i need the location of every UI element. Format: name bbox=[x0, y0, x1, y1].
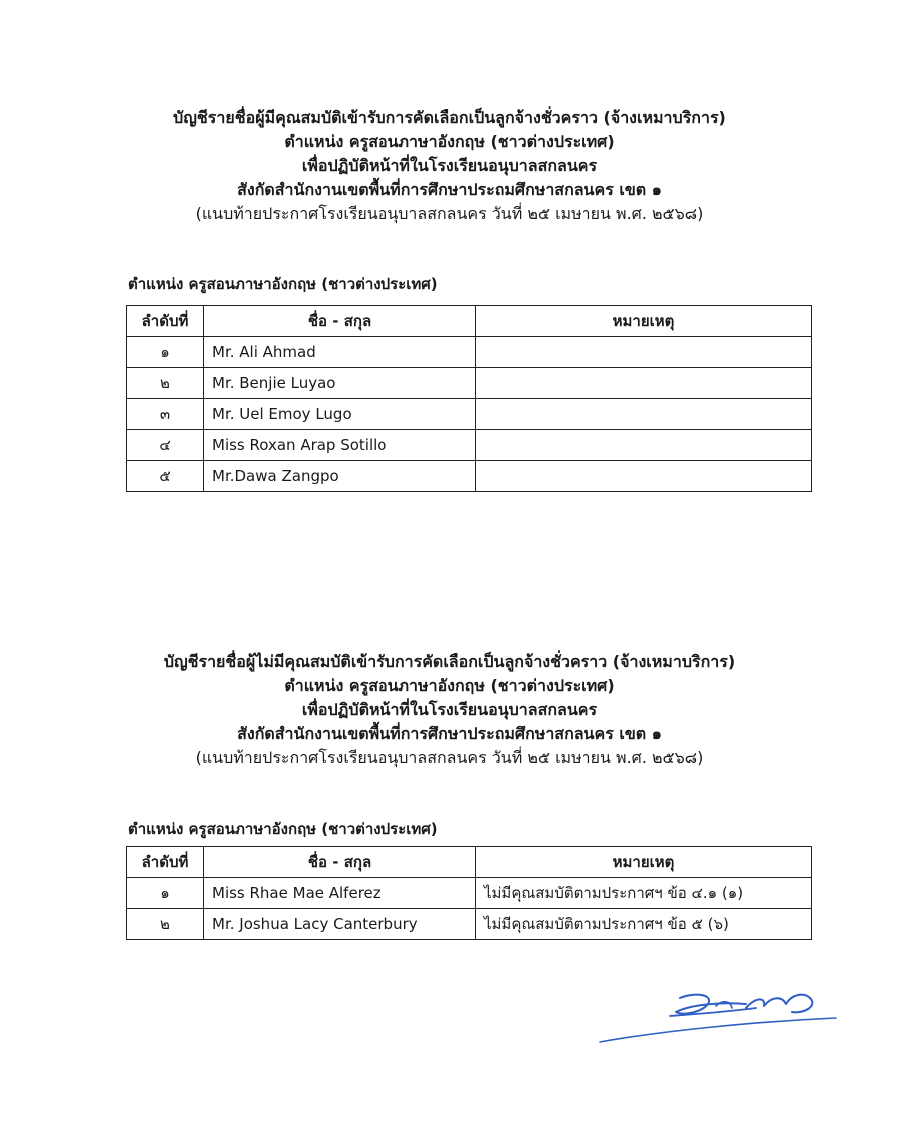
attachment-note: (แนบท้ายประกาศโรงเรียนอนุบาลสกลนคร วันที่ ๒๕ เมษายน พ.ศ. ๒๕๖๘) bbox=[195, 204, 704, 223]
row-name: Mr. Benjie Luyao bbox=[204, 368, 476, 399]
row-remark bbox=[476, 368, 812, 399]
row-name: Mr. Ali Ahmad bbox=[204, 337, 476, 368]
heading-line: บัญชีรายชื่อผู้ไม่มีคุณสมบัติเข้ารับการคัดเลือกเป็นลูกจ้างชั่วคราว (จ้างเหมาบริการ) bbox=[163, 652, 736, 671]
row-remark bbox=[476, 430, 812, 461]
table-row bbox=[127, 461, 812, 492]
row-number: ๑ bbox=[127, 337, 204, 368]
qualified-heading bbox=[0, 106, 899, 226]
table-row bbox=[127, 878, 812, 909]
row-remark: ไม่มีคุณสมบัติตามประกาศฯ ข้อ ๔.๑ (๑) bbox=[476, 878, 812, 909]
heading-line: เพื่อปฏิบัติหน้าที่ในโรงเรียนอนุบาลสกลนคร bbox=[301, 156, 598, 175]
row-remark bbox=[476, 337, 812, 368]
heading-line: สังกัดสำนักงานเขตพื้นที่การศึกษาประถมศึกษาสกลนคร เขต ๑ bbox=[237, 724, 662, 743]
row-number: ๒ bbox=[127, 368, 204, 399]
column-header-number: ลำดับที่ bbox=[127, 306, 204, 337]
row-name: Mr.Dawa Zangpo bbox=[204, 461, 476, 492]
qualified-table bbox=[126, 305, 812, 492]
table-row bbox=[127, 399, 812, 430]
row-number: ๔ bbox=[127, 430, 204, 461]
position-label: ตำแหน่ง ครูสอนภาษาอังกฤษ (ชาวต่างประเทศ) bbox=[128, 820, 438, 838]
row-number: ๓ bbox=[127, 399, 204, 430]
table-header-row bbox=[127, 847, 812, 878]
column-header-name: ชื่อ - สกุล bbox=[204, 847, 476, 878]
row-number: ๒ bbox=[127, 909, 204, 940]
signature-strokes bbox=[600, 995, 836, 1042]
table-row bbox=[127, 368, 812, 399]
heading-line: ตำแหน่ง ครูสอนภาษาอังกฤษ (ชาวต่างประเทศ) bbox=[284, 132, 615, 151]
table-row bbox=[127, 909, 812, 940]
row-name: Mr. Joshua Lacy Canterbury bbox=[204, 909, 476, 940]
heading-line: บัญชีรายชื่อผู้มีคุณสมบัติเข้ารับการคัดเลือกเป็นลูกจ้างชั่วคราว (จ้างเหมาบริการ) bbox=[173, 108, 726, 127]
row-number: ๑ bbox=[127, 878, 204, 909]
handwritten-signature bbox=[596, 986, 846, 1046]
row-remark: ไม่มีคุณสมบัติตามประกาศฯ ข้อ ๕ (๖) bbox=[476, 909, 812, 940]
heading-line: ตำแหน่ง ครูสอนภาษาอังกฤษ (ชาวต่างประเทศ) bbox=[284, 676, 615, 695]
table-row bbox=[127, 337, 812, 368]
row-name: Miss Roxan Arap Sotillo bbox=[204, 430, 476, 461]
row-remark bbox=[476, 399, 812, 430]
unqualified-table bbox=[126, 846, 812, 940]
column-header-name: ชื่อ - สกุล bbox=[204, 306, 476, 337]
position-label: ตำแหน่ง ครูสอนภาษาอังกฤษ (ชาวต่างประเทศ) bbox=[128, 275, 438, 293]
table-row bbox=[127, 430, 812, 461]
row-name: Mr. Uel Emoy Lugo bbox=[204, 399, 476, 430]
row-remark bbox=[476, 461, 812, 492]
column-header-remark: หมายเหตุ bbox=[476, 306, 812, 337]
row-number: ๕ bbox=[127, 461, 204, 492]
row-name: Miss Rhae Mae Alferez bbox=[204, 878, 476, 909]
attachment-note: (แนบท้ายประกาศโรงเรียนอนุบาลสกลนคร วันที่ ๒๕ เมษายน พ.ศ. ๒๕๖๘) bbox=[195, 748, 704, 767]
table-header-row bbox=[127, 306, 812, 337]
unqualified-heading bbox=[0, 650, 899, 770]
column-header-number: ลำดับที่ bbox=[127, 847, 204, 878]
heading-line: เพื่อปฏิบัติหน้าที่ในโรงเรียนอนุบาลสกลนคร bbox=[301, 700, 598, 719]
heading-line: สังกัดสำนักงานเขตพื้นที่การศึกษาประถมศึกษาสกลนคร เขต ๑ bbox=[237, 180, 662, 199]
column-header-remark: หมายเหตุ bbox=[476, 847, 812, 878]
